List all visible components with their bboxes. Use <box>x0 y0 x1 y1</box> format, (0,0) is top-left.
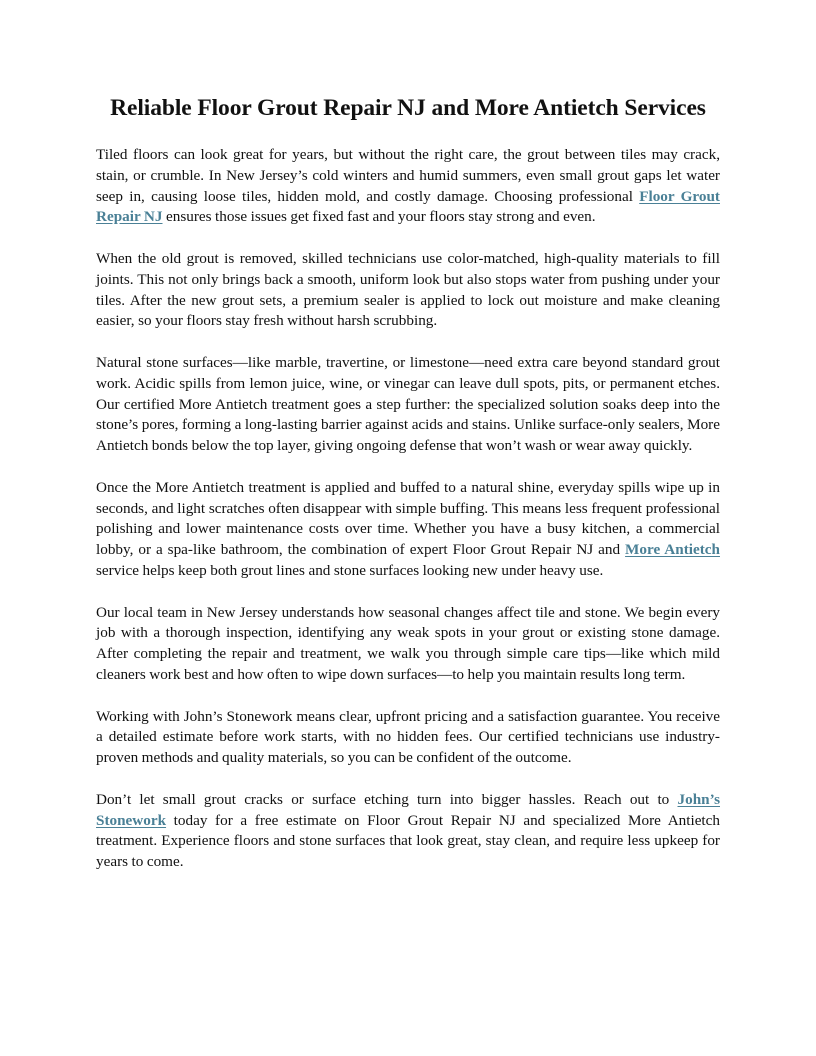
document-title: Reliable Floor Grout Repair NJ and More Antietch Services <box>110 95 706 121</box>
paragraph-pricing: Working with John’s Stonework means clear, upfront pricing and a satisfaction guarantee. You receive a detailed estimate before work starts, with no hidden fees. Our certified technicians use industry-proven methods and quality materials, so you can be confident of the outcome. <box>96 707 720 767</box>
paragraph-text: Once the More Antietch treatment is applied and buffed to a natural shine, everyday spills wipe up in seconds, and light scratches often disappear with simple buffing. This means less frequent professional polishing and lower maintenance costs over time. Whether you have a busy kitchen, a commercial lobby, or a spa-like bathroom, the combination of expert Floor Grout Repair NJ and <box>96 478 720 559</box>
paragraph-intro <box>96 145 720 228</box>
document-page <box>96 92 720 894</box>
paragraph-natural-stone: Natural stone surfaces—like marble, travertine, or limestone—need extra care beyond standard grout work. Acidic spills from lemon juice, wine, or vinegar can leave dull spots, pits, or permanent etches. Our certified More Antietch treatment goes a step further: the specialized solution soaks deep into the stone’s pores, forming a long-lasting barrier against acids and stains. Unlike surface-only sealers, More Antietch bonds below the top layer, giving ongoing defense that won’t wash or wear away quickly. <box>96 353 720 455</box>
more-antietch-link[interactable]: More Antietch <box>625 541 720 559</box>
paragraph-call-to-action <box>96 790 720 873</box>
paragraph-treatment-benefits <box>96 478 720 582</box>
paragraph-text: today for a free estimate on Floor Grout Repair NJ and specialized More Antietch treatment. Experience floors and stone surfaces that look great, stay clean, and require less upkeep for years to come. <box>96 811 720 871</box>
johns-stonework-link[interactable]: John’s Stonework <box>96 790 720 829</box>
paragraph-text: Don’t let small grout cracks or surface etching turn into bigger hassles. Reach out to <box>96 790 678 808</box>
paragraph-text: ensures those issues get fixed fast and your floors stay strong and even. <box>162 208 596 226</box>
floor-grout-repair-link[interactable]: Floor Grout Repair NJ <box>96 187 720 226</box>
paragraph-local-team: Our local team in New Jersey understands how seasonal changes affect tile and stone. We begin every job with a thorough inspection, identifying any weak spots in your grout or existing stone damage. After completing the repair and treatment, we walk you through simple care tips—like which mild cleaners work best and how often to wipe down surfaces—to help you maintain results long term. <box>96 603 720 683</box>
paragraph-text: service helps keep both grout lines and stone surfaces looking new under heavy use. <box>96 561 604 579</box>
paragraph-grout-process: When the old grout is removed, skilled technicians use color-matched, high-quality materials to fill joints. This not only brings back a smooth, uniform look but also stops water from pushing under your tiles. After the new grout sets, a premium sealer is applied to lock out moisture and make cleaning easier, so your floors stay fresh without harsh scrubbing. <box>96 249 720 330</box>
paragraph-text: Tiled floors can look great for years, but without the right care, the grout between tiles may crack, stain, or crumble. In New Jersey’s cold winters and humid summers, even small grout gaps let water seep in, causing loose tiles, hidden mold, and costly damage. Choosing professional <box>96 146 720 205</box>
